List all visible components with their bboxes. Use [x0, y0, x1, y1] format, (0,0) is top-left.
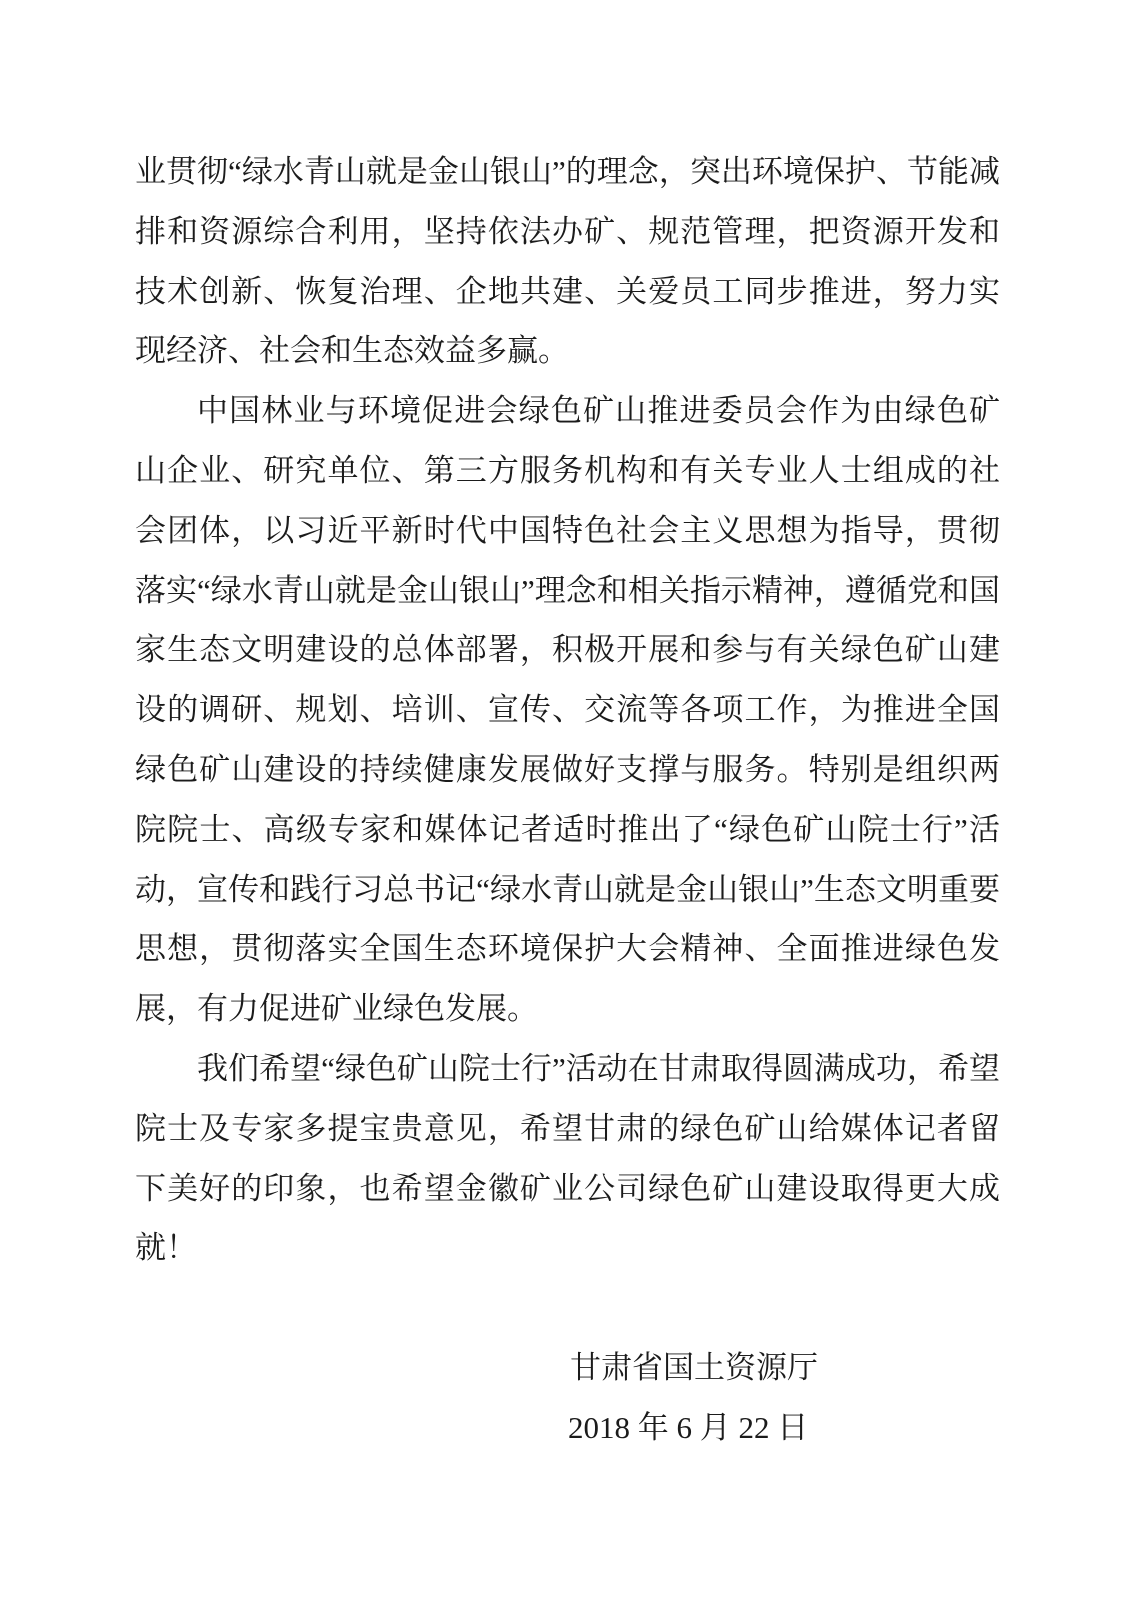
signature-organization: 甘肃省国土资源厅	[570, 1349, 818, 1385]
paragraph-committee: 中国林业与环境促进会绿色矿山推进委员会作为由绿色矿山企业、研究单位、第三方服务机构和有关专业人士组成的社会团体，以习近平新时代中国特色社会主义思想为指导，贯彻落实“绿水青山就是金山银山”理念和相关指示精神，遵循党和国家生态文明建设的总体部署，积极开展和参与有关绿色矿山建设的调研、规划、培训、宣传、交流等各项工作，为推进全国绿色矿山建设的持续健康发展做好支撑与服务。特别是组织两院院士、高级专家和媒体记者适时推出了“绿色矿山院士行”活动，宣传和践行习总书记“绿水青山就是金山银山”生态文明重要思想，贯彻落实全国生态环境保护大会精神、全面推进绿色发展，有力促进矿业绿色发展。	[135, 393, 1000, 1027]
document-body	[135, 142, 1000, 1278]
signature-date: 2018 年 6 月 22 日	[568, 1409, 809, 1445]
paragraph-continuation: 业贯彻“绿水青山就是金山银山”的理念，突出环境保护、节能减排和资源综合利用，坚持依法办矿、规范管理，把资源开发和技术创新、恢复治理、企地共建、关爱员工同步推进，努力实现经济、社会和生态效益多赢。	[135, 154, 1000, 369]
paragraph-wishes: 我们希望“绿色矿山院士行”活动在甘肃取得圆满成功，希望院士及专家多提宝贵意见，希望甘肃的绿色矿山给媒体记者留下美好的印象，也希望金徽矿业公司绿色矿山建设取得更大成就！	[135, 1050, 1000, 1266]
signature-block	[568, 1338, 1000, 1458]
